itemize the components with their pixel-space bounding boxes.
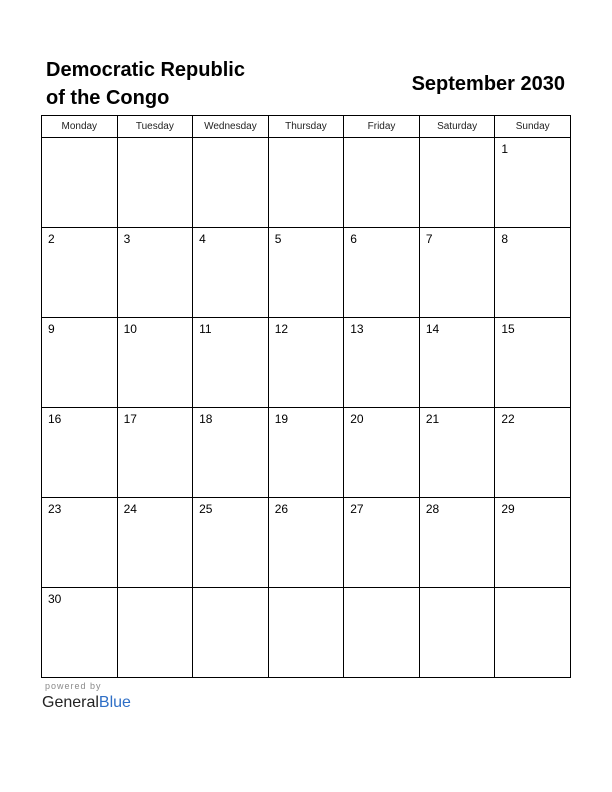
day-cell [42,138,118,228]
day-cell [344,498,420,588]
day-cell [344,228,420,318]
day-cell [42,318,118,408]
day-cell [117,138,193,228]
day-number [42,138,117,142]
day-number: 19 [274,412,289,426]
day-number: 10 [123,322,137,336]
day-cell [495,498,571,588]
day-cell [268,138,344,228]
day-cell [117,318,193,408]
day-cell [419,138,495,228]
day-cell [42,588,118,678]
weekday-header-thursday: Thursday [268,116,344,138]
day-number: 7 [425,232,433,246]
day-cell [495,138,571,228]
day-number: 8 [501,232,509,246]
day-cell [268,588,344,678]
day-number: 26 [274,502,289,516]
day-cell [193,228,269,318]
day-number: 1 [501,142,509,156]
month-year-title: September 2030 [411,73,565,95]
day-cell [42,228,118,318]
day-number [193,138,268,142]
weekday-header-tuesday: Tuesday [117,116,193,138]
day-number: 16 [48,412,62,426]
day-cell [495,408,571,498]
country-title [46,56,306,112]
week-row [42,588,571,678]
footer-branding [42,681,131,714]
day-cell [268,408,344,498]
day-number [269,138,344,142]
day-cell [268,498,344,588]
country-title-line1: Democratic Republic [46,59,245,81]
day-cell [193,138,269,228]
week-row [42,138,571,228]
day-cell [42,408,118,498]
weekday-header-saturday: Saturday [419,116,495,138]
day-cell [193,408,269,498]
day-cell [193,588,269,678]
day-cell [117,498,193,588]
week-row [42,318,571,408]
day-number: 21 [425,412,440,426]
day-number [118,138,193,142]
day-number: 2 [48,232,55,246]
day-cell [344,408,420,498]
day-number: 24 [123,502,137,516]
weekday-header-row [42,116,571,138]
day-cell [495,588,571,678]
day-cell [495,318,571,408]
day-number: 25 [199,502,213,516]
day-cell [344,138,420,228]
day-cell [268,318,344,408]
day-number: 5 [274,232,282,246]
day-cell [344,318,420,408]
day-cell [42,498,118,588]
country-title-line2: of the Congo [46,87,170,109]
day-number: 30 [48,592,62,606]
day-cell [419,498,495,588]
day-number [495,588,570,592]
generalblue-logo[interactable] [42,692,131,714]
week-row [42,408,571,498]
day-cell [117,588,193,678]
day-number [344,138,419,142]
day-cell [419,588,495,678]
day-number: 27 [350,502,364,516]
day-number [193,588,268,592]
day-number: 20 [350,412,364,426]
weekday-header-sunday: Sunday [495,116,571,138]
day-number: 13 [350,322,364,336]
day-number [420,138,495,142]
day-number: 23 [48,502,62,516]
day-number: 3 [123,232,131,246]
day-cell [419,228,495,318]
day-cell [193,498,269,588]
day-number [269,588,344,592]
day-number [118,588,193,592]
day-number: 28 [425,502,440,516]
day-number: 22 [501,412,515,426]
day-number: 18 [199,412,213,426]
day-cell [268,228,344,318]
day-cell [193,318,269,408]
day-cell [117,408,193,498]
day-number: 9 [48,322,55,336]
day-number: 17 [123,412,137,426]
brand-name-blue: Blue [98,694,131,711]
day-number: 29 [501,502,515,516]
weekday-header-friday: Friday [344,116,420,138]
brand-name-general: General [42,694,99,711]
day-number: 15 [501,322,515,336]
day-cell [495,228,571,318]
day-number: 14 [425,322,440,336]
day-number: 11 [199,322,212,336]
calendar-grid [41,115,571,678]
day-cell [117,228,193,318]
day-number: 6 [350,232,357,246]
powered-by-label: powered by [45,681,102,691]
day-number [344,588,419,592]
weekday-header-monday: Monday [42,116,118,138]
day-cell [419,318,495,408]
week-row [42,498,571,588]
day-number: 4 [199,232,206,246]
week-row [42,228,571,318]
day-cell [344,588,420,678]
day-number [420,588,495,592]
day-cell [419,408,495,498]
day-number: 12 [274,322,289,336]
weekday-header-wednesday: Wednesday [193,116,269,138]
